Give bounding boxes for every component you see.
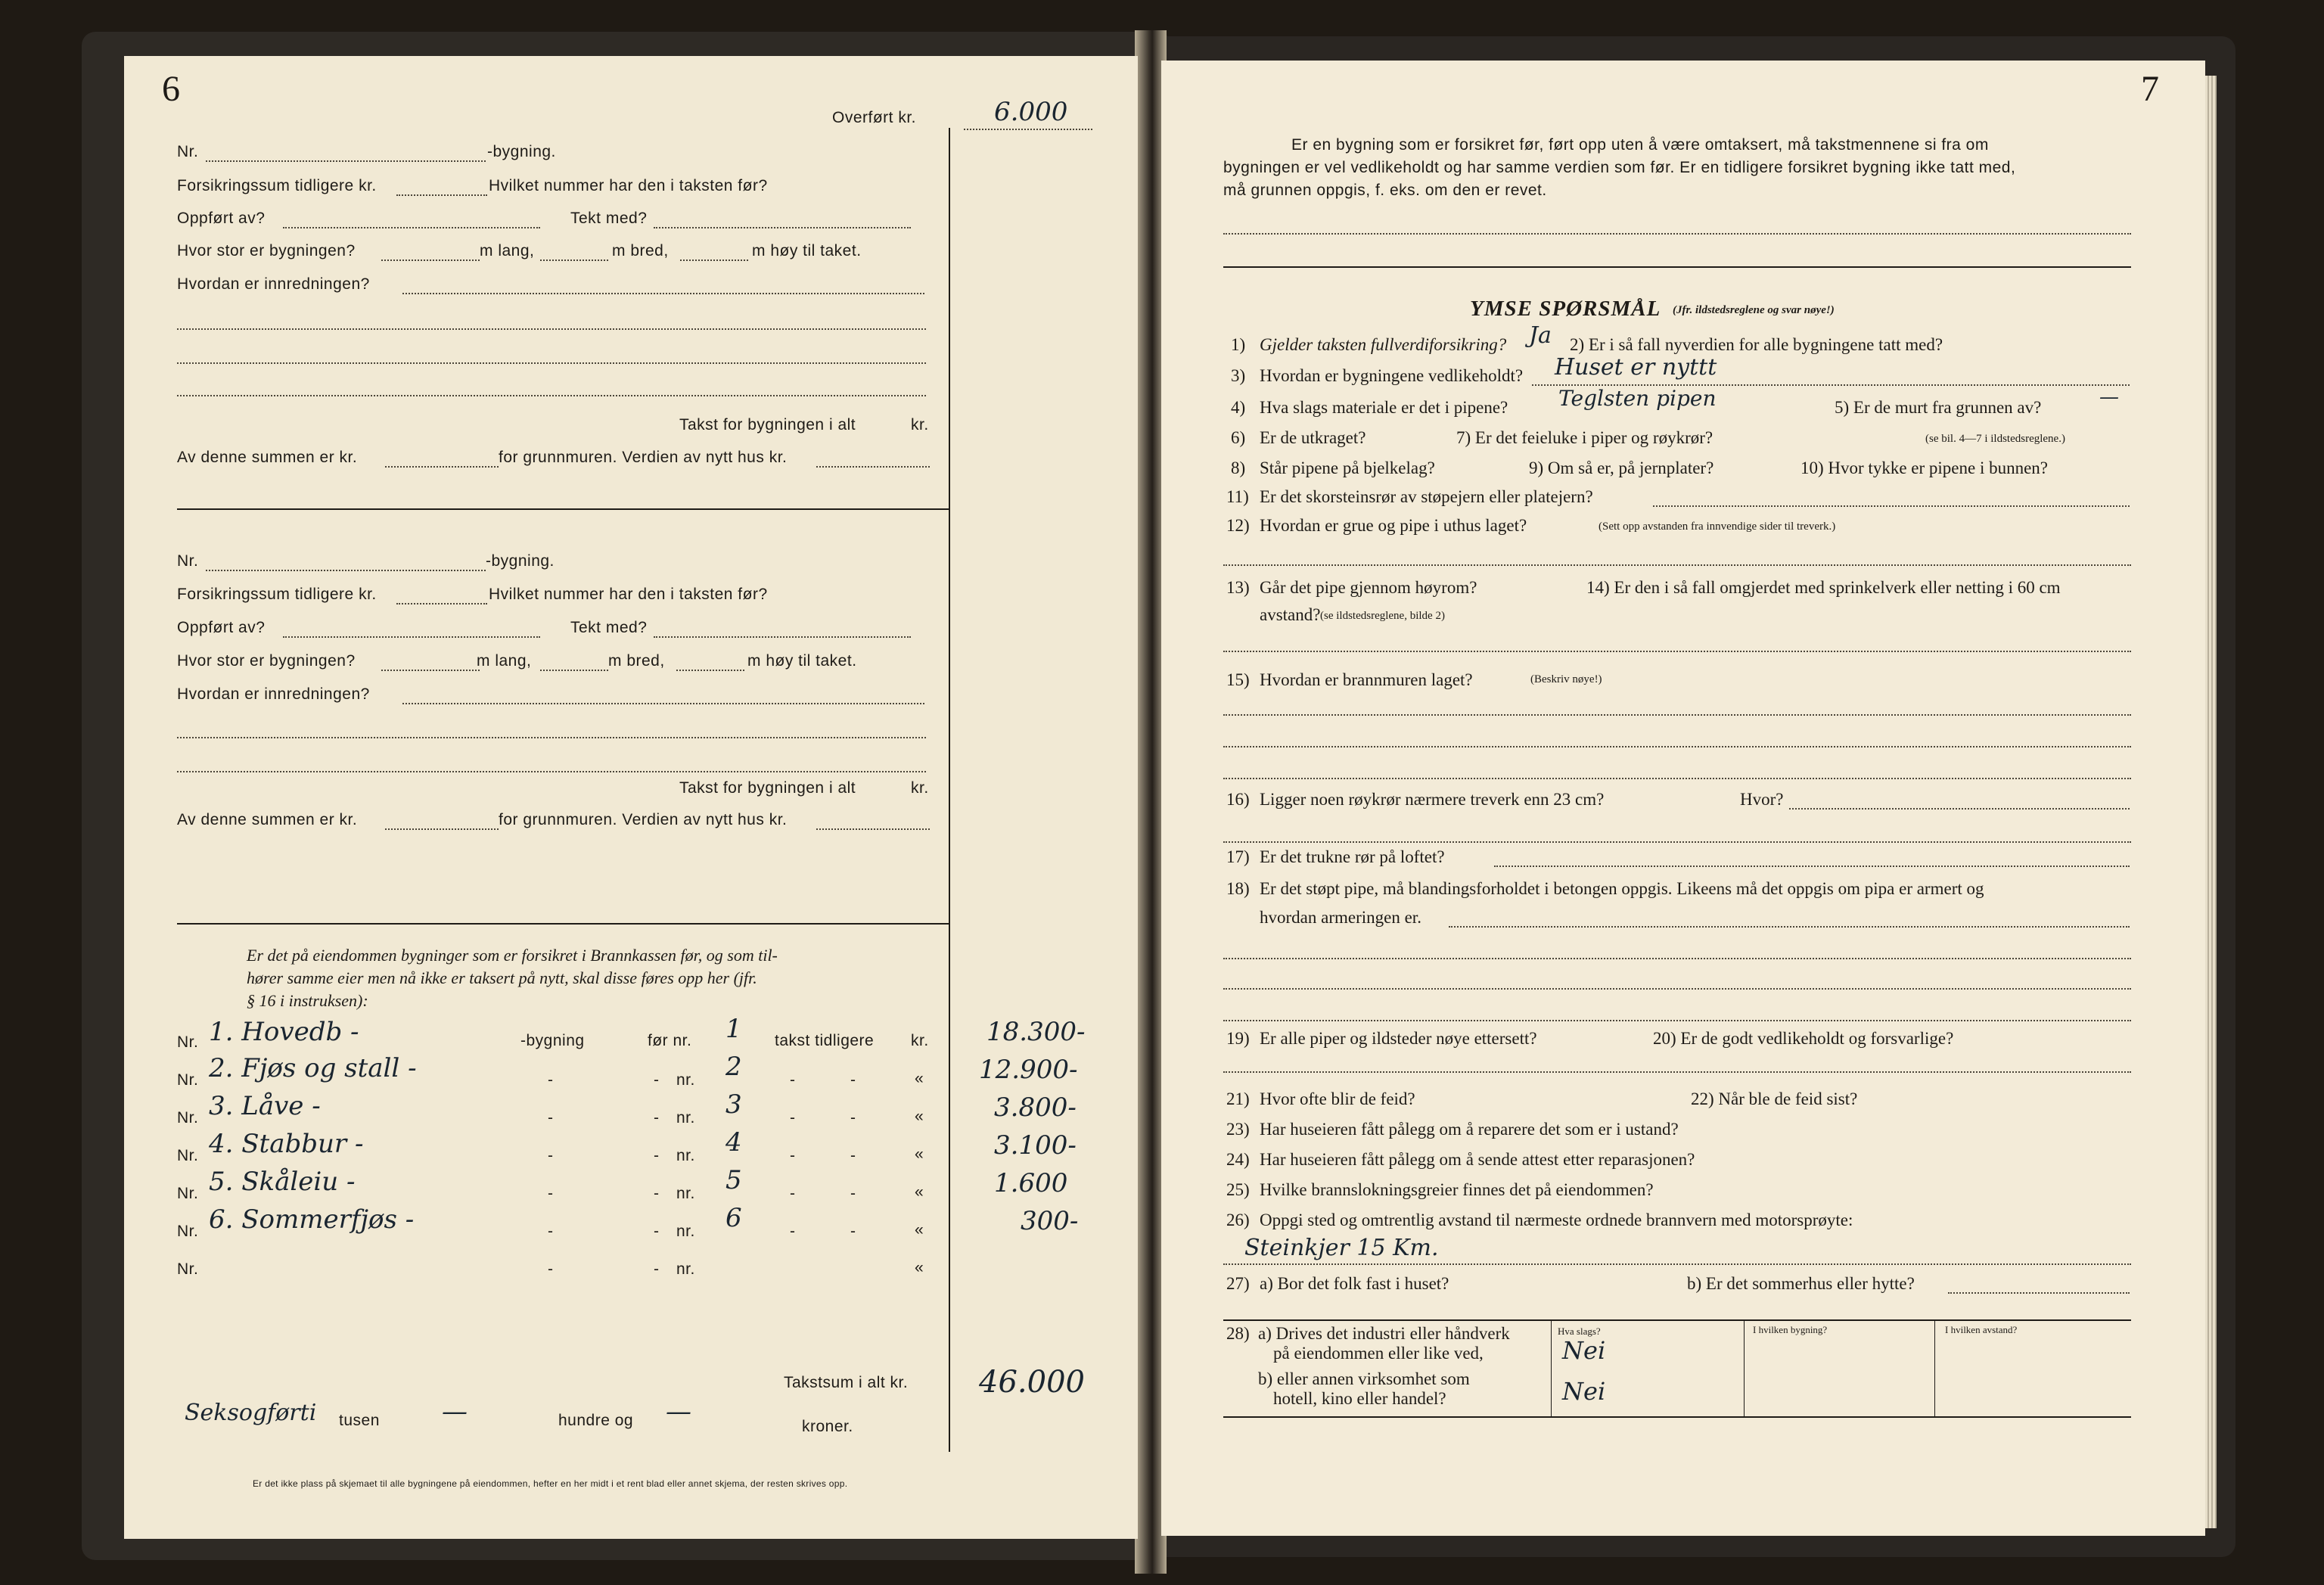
row-fornr: 3 bbox=[725, 1089, 742, 1120]
row-dash: - bbox=[790, 1223, 796, 1240]
question-19-number: 19) bbox=[1226, 1029, 1250, 1048]
question-7-text: 7) Er det feieluke i piper og røykrør? bbox=[1456, 428, 1713, 447]
row-fornr: 1 bbox=[725, 1014, 742, 1044]
row-nr: Nr. bbox=[177, 1223, 199, 1240]
question-15-number: 15) bbox=[1226, 670, 1250, 689]
row-dash: - bbox=[548, 1260, 554, 1278]
row-nr: Nr. bbox=[177, 1071, 199, 1089]
hundre-dash: — bbox=[442, 1397, 468, 1427]
innredning-label: Hvordan er innredningen? bbox=[177, 275, 370, 293]
row-fornr: 2 bbox=[725, 1052, 742, 1082]
page-number: 6 bbox=[162, 69, 180, 109]
row-nr-dot: nr. bbox=[676, 1260, 695, 1278]
question-21-number: 21) bbox=[1226, 1089, 1250, 1108]
row-name: 2. Fjøs og stall - bbox=[209, 1053, 417, 1083]
row-quote: « bbox=[915, 1221, 924, 1238]
prior-kr-header: kr. bbox=[911, 1032, 929, 1049]
row-quote: « bbox=[915, 1108, 924, 1125]
question-11-number: 11) bbox=[1226, 487, 1249, 506]
question-26-text: Oppgi sted og omtrentlig avstand til nærmeste ordnede brannvern med motorsprøyte: bbox=[1260, 1211, 1853, 1229]
intro-line-2: bygningen er vel vedlikeholdt og har samme verdien som før. Er en tidligere forsikret bygning ikke tatt med, bbox=[1223, 159, 2016, 176]
question-22-text: 22) Når ble de feid sist? bbox=[1691, 1089, 1858, 1108]
question-9-text: 9) Om så er, på jernplater? bbox=[1529, 458, 1714, 477]
oppfort-label: Oppført av? bbox=[177, 210, 266, 227]
section-divider bbox=[177, 508, 949, 510]
question-25-text: Hvilke brannslokningsgreier finnes det på eiendommen? bbox=[1260, 1180, 1654, 1199]
row-dash: - bbox=[850, 1223, 856, 1240]
hvilket-nummer-label: Hvilket nummer har den i taksten før? bbox=[489, 586, 768, 603]
question-13-text: Går det pipe gjennom høyrom? bbox=[1260, 578, 1477, 597]
question-28-number: 28) bbox=[1226, 1324, 1250, 1343]
question-10-text: 10) Hvor tykke er pipene i bunnen? bbox=[1800, 458, 2049, 477]
question-8-number: 8) bbox=[1231, 458, 1246, 477]
nr-label: Nr. bbox=[177, 143, 199, 160]
forsikringssum-label: Forsikringssum tidligere kr. bbox=[177, 177, 377, 194]
row-dash: - bbox=[654, 1147, 660, 1164]
prior-bygning-header: -bygning bbox=[520, 1032, 585, 1049]
question-3-answer: Huset er nyttt bbox=[1555, 354, 1717, 381]
row-quote: « bbox=[915, 1183, 924, 1201]
row-dash: - bbox=[548, 1109, 554, 1127]
tusen-label: tusen bbox=[339, 1412, 380, 1429]
question-28b-line-1: b) eller annen virksomhet som bbox=[1258, 1369, 1470, 1388]
forsikringssum-label: Forsikringssum tidligere kr. bbox=[177, 586, 377, 603]
m-lang-label: m lang, bbox=[477, 652, 532, 670]
row-name: 4. Stabbur - bbox=[209, 1129, 364, 1159]
row-name: 6. Sommerfjøs - bbox=[209, 1204, 415, 1235]
question-12-number: 12) bbox=[1226, 516, 1250, 535]
grunnmur-label: for grunnmuren. Verdien av nytt hus kr. bbox=[499, 449, 788, 466]
row-value: 1.600 bbox=[994, 1168, 1068, 1198]
question-15-text: Hvordan er brannmuren laget? bbox=[1260, 670, 1473, 689]
m-bred-label: m bred, bbox=[608, 652, 665, 670]
question-3-number: 3) bbox=[1231, 366, 1246, 385]
q28-column-avstand: I hvilken avstand? bbox=[1945, 1324, 2018, 1335]
row-name: 5. Skåleiu - bbox=[209, 1167, 356, 1197]
prior-fornr-header: før nr. bbox=[648, 1032, 692, 1049]
left-page bbox=[124, 56, 1138, 1539]
tekt-label: Tekt med? bbox=[570, 210, 648, 227]
question-27a-text: a) Bor det folk fast i huset? bbox=[1260, 1274, 1449, 1293]
tekt-label: Tekt med? bbox=[570, 619, 648, 636]
row-dash: - bbox=[850, 1185, 856, 1202]
row-dash: - bbox=[790, 1071, 796, 1089]
question-2-text: 2) Er i så fall nyverdien for alle bygningene tatt med? bbox=[1570, 335, 1943, 354]
question-3-text: Hvordan er bygningene vedlikeholdt? bbox=[1260, 366, 1524, 385]
intro-line-3: må grunnen oppgis, f. eks. om den er revet. bbox=[1223, 182, 1547, 199]
row-fornr: 5 bbox=[725, 1165, 742, 1195]
question-16-text: Ligger noen røykrør nærmere treverk enn 23 cm? bbox=[1260, 790, 1605, 809]
row-value: 18.300- bbox=[986, 1017, 1086, 1047]
m-hoy-label: m høy til taket. bbox=[747, 652, 857, 670]
amount-column-line bbox=[949, 128, 950, 1452]
question-23-number: 23) bbox=[1226, 1120, 1250, 1139]
row-nr: Nr. bbox=[177, 1260, 199, 1278]
av-denne-label: Av denne summen er kr. bbox=[177, 811, 358, 828]
kroner-label: kroner. bbox=[802, 1418, 853, 1435]
page-number: 7 bbox=[2141, 69, 2159, 109]
question-20-text: 20) Er de godt vedlikeholdt og forsvarlige? bbox=[1653, 1029, 1954, 1048]
question-14-text-2: avstand? bbox=[1260, 605, 1321, 624]
row-dash: - bbox=[548, 1223, 554, 1240]
row-nr-dot: nr. bbox=[676, 1223, 695, 1240]
hvilket-nummer-label: Hvilket nummer har den i taksten før? bbox=[489, 177, 768, 194]
question-15-note: (Beskriv nøye!) bbox=[1530, 673, 1602, 685]
row-value: 300- bbox=[1021, 1206, 1079, 1236]
question-28a-line-1: a) Drives det industri eller håndverk bbox=[1258, 1324, 1510, 1343]
row-nr: Nr. bbox=[177, 1147, 199, 1164]
question-1-text: Gjelder taksten fullverdiforsikring? bbox=[1260, 335, 1507, 354]
question-12-note: (Sett opp avstanden fra innvendige sider til treverk.) bbox=[1599, 521, 1836, 533]
row-dash: - bbox=[790, 1147, 796, 1164]
question-17-text: Er det trukne rør på loftet? bbox=[1260, 847, 1445, 866]
av-denne-label: Av denne summen er kr. bbox=[177, 449, 358, 466]
question-19-text: Er alle piper og ildsteder nøye ettersett? bbox=[1260, 1029, 1537, 1048]
m-bred-label: m bred, bbox=[612, 242, 669, 260]
kr-label: kr. bbox=[911, 416, 929, 434]
row-name: 3. Låve - bbox=[209, 1091, 321, 1121]
row-dash: - bbox=[548, 1147, 554, 1164]
question-13-number: 13) bbox=[1226, 578, 1250, 597]
takst-label: Takst for bygningen i alt bbox=[679, 416, 856, 434]
question-17-number: 17) bbox=[1226, 847, 1250, 866]
question-7-note: (se bil. 4—7 i ildstedsreglene.) bbox=[1925, 433, 2065, 445]
row-quote: « bbox=[915, 1259, 924, 1276]
question-6-number: 6) bbox=[1231, 428, 1246, 447]
kr-label: kr. bbox=[911, 779, 929, 797]
row-dash: - bbox=[548, 1185, 554, 1202]
row-nr-dot: nr. bbox=[676, 1071, 695, 1089]
hvor-stor-label: Hvor stor er bygningen? bbox=[177, 652, 356, 670]
question-27-number: 27) bbox=[1226, 1274, 1250, 1293]
ore-dash: — bbox=[666, 1397, 691, 1427]
q28-bottom-rule bbox=[1223, 1416, 2131, 1418]
row-dash: - bbox=[548, 1071, 554, 1089]
question-4-number: 4) bbox=[1231, 398, 1246, 417]
section-heading-note: (Jfr. ildstedsreglene og svar nøye!) bbox=[1673, 304, 1835, 316]
question-28b-answer: Nei bbox=[1562, 1377, 1606, 1406]
q28-column-hva-slags: Hva slags? bbox=[1558, 1325, 1601, 1337]
question-25-number: 25) bbox=[1226, 1180, 1250, 1199]
row-fornr: 4 bbox=[725, 1127, 742, 1158]
row-quote: « bbox=[915, 1145, 924, 1163]
instruction-line-2: hører samme eier men nå ikke er taksert på nytt, skal disse føres opp her (jfr. bbox=[247, 968, 757, 987]
m-lang-label: m lang, bbox=[480, 242, 535, 260]
row-nr-dot: nr. bbox=[676, 1147, 695, 1164]
question-4-answer: Teglsten pipen bbox=[1558, 386, 1717, 411]
question-14-text: 14) Er den i så fall omgjerdet med sprinkelverk eller netting i 60 cm bbox=[1586, 578, 2061, 597]
row-dash: - bbox=[850, 1071, 856, 1089]
row-dash: - bbox=[850, 1147, 856, 1164]
right-page bbox=[1161, 61, 2205, 1536]
question-16-hvor: Hvor? bbox=[1740, 790, 1784, 809]
grunnmur-label: for grunnmuren. Verdien av nytt hus kr. bbox=[499, 811, 788, 828]
intro-divider bbox=[1223, 266, 2131, 268]
question-4-text: Hva slags materiale er det i pipene? bbox=[1260, 398, 1508, 417]
overfort-value: 6.000 bbox=[994, 97, 1068, 127]
question-26-number: 26) bbox=[1226, 1211, 1250, 1229]
row-dash: - bbox=[790, 1109, 796, 1127]
question-1-answer: Ja bbox=[1529, 322, 1552, 349]
question-28b-line-2: hotell, kino eller handel? bbox=[1273, 1389, 1446, 1408]
takstsum-value: 46.000 bbox=[979, 1365, 1085, 1400]
prior-takst-header: takst tidligere bbox=[775, 1032, 875, 1049]
question-28a-answer: Nei bbox=[1562, 1336, 1606, 1365]
row-dash: - bbox=[654, 1071, 660, 1089]
oppfort-label: Oppført av? bbox=[177, 619, 266, 636]
question-1-number: 1) bbox=[1231, 335, 1246, 354]
question-5-text: 5) Er de murt fra grunnen av? bbox=[1835, 398, 2042, 417]
footer-note: Er det ikke plass på skjemaet til alle bygningene på eiendommen, hefter en her midt i et rent blad eller annet skjema, der resten skrives opp. bbox=[253, 1478, 848, 1489]
question-21-text: Hvor ofte blir de feid? bbox=[1260, 1089, 1415, 1108]
section-heading: YMSE SPØRSMÅL bbox=[1470, 297, 1661, 321]
question-28a-line-2: på eiendommen eller like ved, bbox=[1273, 1344, 1484, 1363]
row-dash: - bbox=[654, 1109, 660, 1127]
takst-label: Takst for bygningen i alt bbox=[679, 779, 856, 797]
question-11-text: Er det skorsteinsrør av støpejern eller platejern? bbox=[1260, 487, 1593, 506]
amount-in-words: Seksogførti bbox=[185, 1400, 317, 1426]
question-26-answer: Steinkjer 15 Km. bbox=[1244, 1235, 1439, 1261]
row-nr: Nr. bbox=[177, 1109, 199, 1127]
row-dash: - bbox=[790, 1185, 796, 1202]
instruction-line-3: § 16 i instruksen): bbox=[247, 991, 368, 1010]
nr-label: Nr. bbox=[177, 552, 199, 570]
q28-column-bygning: I hvilken bygning? bbox=[1753, 1324, 1828, 1335]
m-hoy-label: m høy til taket. bbox=[752, 242, 862, 260]
takstsum-label: Takstsum i alt kr. bbox=[784, 1374, 909, 1391]
question-27b-text: b) Er det sommerhus eller hytte? bbox=[1687, 1274, 1915, 1293]
row-nr: Nr. bbox=[177, 1033, 199, 1051]
row-dash: - bbox=[654, 1185, 660, 1202]
row-name: 1. Hovedb - bbox=[209, 1017, 359, 1047]
question-14-note: (se ildstedsreglene, bilde 2) bbox=[1320, 610, 1445, 622]
row-value: 3.100- bbox=[994, 1130, 1077, 1161]
row-nr: Nr. bbox=[177, 1185, 199, 1202]
row-dash: - bbox=[654, 1260, 660, 1278]
row-dash: - bbox=[654, 1223, 660, 1240]
question-6-text: Er de utkraget? bbox=[1260, 428, 1366, 447]
row-dash: - bbox=[850, 1109, 856, 1127]
question-12-text: Hvordan er grue og pipe i uthus laget? bbox=[1260, 516, 1527, 535]
question-8-text: Står pipene på bjelkelag? bbox=[1260, 458, 1435, 477]
q28-top-rule bbox=[1223, 1319, 2131, 1321]
innredning-label: Hvordan er innredningen? bbox=[177, 685, 370, 703]
question-16-number: 16) bbox=[1226, 790, 1250, 809]
row-quote: « bbox=[915, 1070, 924, 1087]
row-nr-dot: nr. bbox=[676, 1109, 695, 1127]
instruction-line-1: Er det på eiendommen bygninger som er forsikret i Brannkassen før, og som til- bbox=[247, 946, 778, 965]
question-18-number: 18) bbox=[1226, 879, 1250, 898]
bygning-label: -bygning. bbox=[486, 552, 555, 570]
question-18-text-2: hvordan armeringen er. bbox=[1260, 908, 1421, 927]
row-nr-dot: nr. bbox=[676, 1185, 695, 1202]
question-5-answer: — bbox=[2099, 386, 2119, 409]
section-divider bbox=[177, 923, 949, 925]
question-23-text: Har huseieren fått pålegg om å reparere det som er i ustand? bbox=[1260, 1120, 1679, 1139]
overfort-label: Overført kr. bbox=[832, 109, 916, 126]
row-value: 12.900- bbox=[979, 1055, 1078, 1085]
hundre-label: hundre og bbox=[558, 1412, 634, 1429]
question-18-text: Er det støpt pipe, må blandingsforholdet i betongen oppgis. Likeens må det oppgis om pipa er armert og bbox=[1260, 879, 1984, 898]
row-value: 3.800- bbox=[994, 1092, 1077, 1123]
question-24-number: 24) bbox=[1226, 1150, 1250, 1169]
row-fornr: 6 bbox=[725, 1203, 742, 1233]
question-24-text: Har huseieren fått pålegg om å sende attest etter reparasjonen? bbox=[1260, 1150, 1695, 1169]
intro-line-1: Er en bygning som er forsikret før, ført opp uten å være omtaksert, må takstmennene si fra om bbox=[1291, 136, 1989, 154]
bygning-label: -bygning. bbox=[487, 143, 556, 160]
hvor-stor-label: Hvor stor er bygningen? bbox=[177, 242, 356, 260]
